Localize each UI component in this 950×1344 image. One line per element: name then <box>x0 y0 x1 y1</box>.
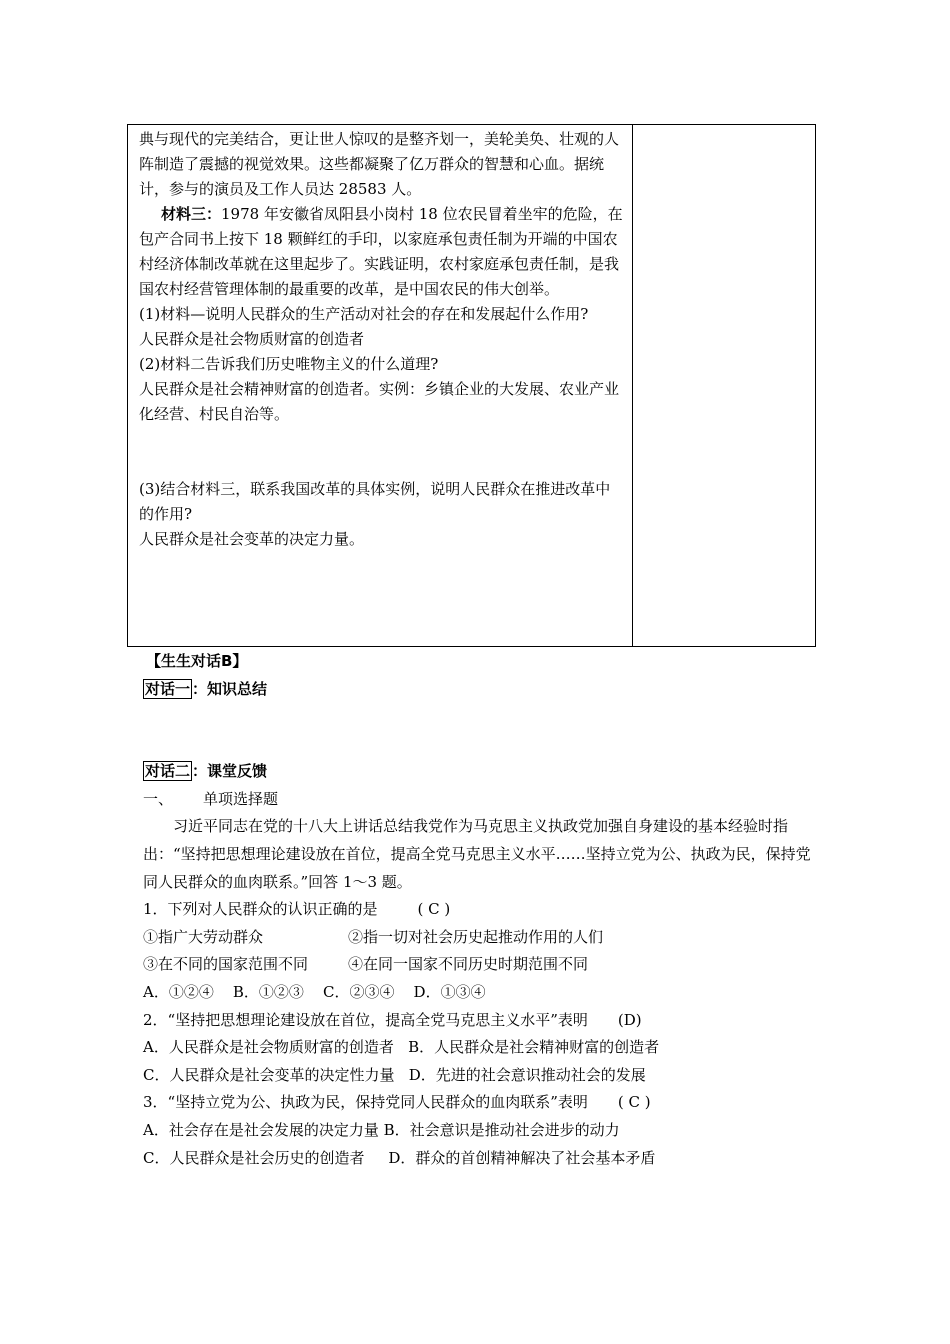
quiz-q1-choices: A．①②④ B．①②③ C．②③④ D．①③④ <box>143 982 486 1001</box>
quiz-q2-answer: (D) <box>617 1010 642 1029</box>
material-table <box>127 124 816 647</box>
quiz-q1-options-row1 <box>143 924 823 952</box>
quiz-q3-choices-ab: A．社会存在是社会发展的决定力量 B．社会意识是推动社会进步的动力 <box>143 1120 620 1139</box>
dialog-one-label: 对话一 <box>145 679 191 698</box>
quiz-q1-answer: ( C ) <box>417 900 451 919</box>
quiz-q1-option-2: ②指一切对社会历史起推动作用的人们 <box>348 927 604 946</box>
quiz-q3 <box>143 1089 823 1117</box>
part-title: 单项选择题 <box>203 789 279 808</box>
quiz-q3-answer: ( C ) <box>617 1093 651 1112</box>
quiz-q1-option-4: ④在同一国家不同历史时期范围不同 <box>348 955 589 974</box>
section-title: 【生生对话B】 <box>146 652 248 670</box>
notes-cell <box>633 125 816 647</box>
blank-space <box>143 703 823 758</box>
quiz-q3-choices-cd: C．人民群众是社会历史的创造者 D．群众的首创精神解决了社会基本矛盾 <box>143 1148 656 1167</box>
dialog-one-heading <box>143 676 823 704</box>
quiz-intro: 习近平同志在党的十八大上讲话总结我党作为马克思主义执政党加强自身建设的基本经验时指出：“坚持把思想理论建设放在首位，提高全党马克思主义水平……坚持立党为公、执政为民，保持党同人民群众的血肉联系。”回答 1～3 题。 <box>143 817 811 891</box>
quiz-q1-option-1: ①指广大劳动群众 <box>143 927 264 946</box>
quiz-q1 <box>143 896 823 924</box>
quiz-q2 <box>143 1007 823 1035</box>
material-three-text: 1978 年安徽省凤阳县小岗村 18 位农民冒着坐牢的危险，在包产合同书上按下 18 颗鲜红的手印，以家庭承包责任制为开端的中国农村经济体制改革就在这里起步了。实践证明，农村家庭承包责任制，是我国农村经营管理体制的最重要的改革，是中国农民的伟大创举。 <box>139 205 623 298</box>
dialog-two-heading <box>143 758 823 786</box>
answer-2: 人民群众是社会精神财富的创造者。实例：乡镇企业的大发展、农业产业化经营、村民自治等。 <box>139 380 620 423</box>
quiz-q3-stem: 3．“坚持立党为公、执政为民，保持党同人民群众的血肉联系”表明 <box>143 1093 588 1112</box>
material-two-paragraph: 典与现代的完美结合，更让世人惊叹的是整齐划一，美轮美奂、壮观的人阵制造了震撼的视觉效果。这些都凝聚了亿万群众的智慧和心血。据统计，参与的演员及工作人员达 28583 人。 <box>139 130 620 198</box>
quiz-q2-choices-cd: C．人民群众是社会变革的决定性力量 D．先进的社会意识推动社会的发展 <box>143 1065 646 1084</box>
question-3: (3)结合材料三，联系我国改革的具体实例，说明人民群众在推进改革中的作用? <box>139 480 611 523</box>
page-body <box>143 648 823 1172</box>
dialog-one-topic: ：知识总结 <box>192 679 268 698</box>
quiz-q2-stem: 2．“坚持把思想理论建设放在首位，提高全党马克思主义水平”表明 <box>143 1010 588 1029</box>
quiz-q1-option-3: ③在不同的国家范围不同 <box>143 955 309 974</box>
material-three-paragraph <box>139 202 624 302</box>
material-cell <box>128 125 633 647</box>
quiz-q1-options-row2 <box>143 951 823 979</box>
question-1: (1)材料—说明人民群众的生产活动对社会的存在和发展起什么作用? <box>139 305 589 323</box>
answer-3: 人民群众是社会变革的决定力量。 <box>139 530 365 548</box>
dialog-two-topic: ：课堂反馈 <box>192 762 268 781</box>
part-heading <box>143 786 823 814</box>
part-number: 一、 <box>143 789 174 808</box>
answer-1: 人民群众是社会物质财富的创造者 <box>139 330 365 348</box>
material-three-label: 材料三： <box>161 205 222 223</box>
quiz-q2-choices-ab: A．人民群众是社会物质财富的创造者 B．人民群众是社会精神财富的创造者 <box>143 1038 660 1057</box>
answer-space <box>139 427 624 477</box>
quiz-q1-stem: 1．下列对人民群众的认识正确的是 <box>143 900 378 919</box>
dialog-two-label: 对话二 <box>145 762 191 781</box>
question-2: (2)材料二告诉我们历史唯物主义的什么道理? <box>139 355 439 373</box>
